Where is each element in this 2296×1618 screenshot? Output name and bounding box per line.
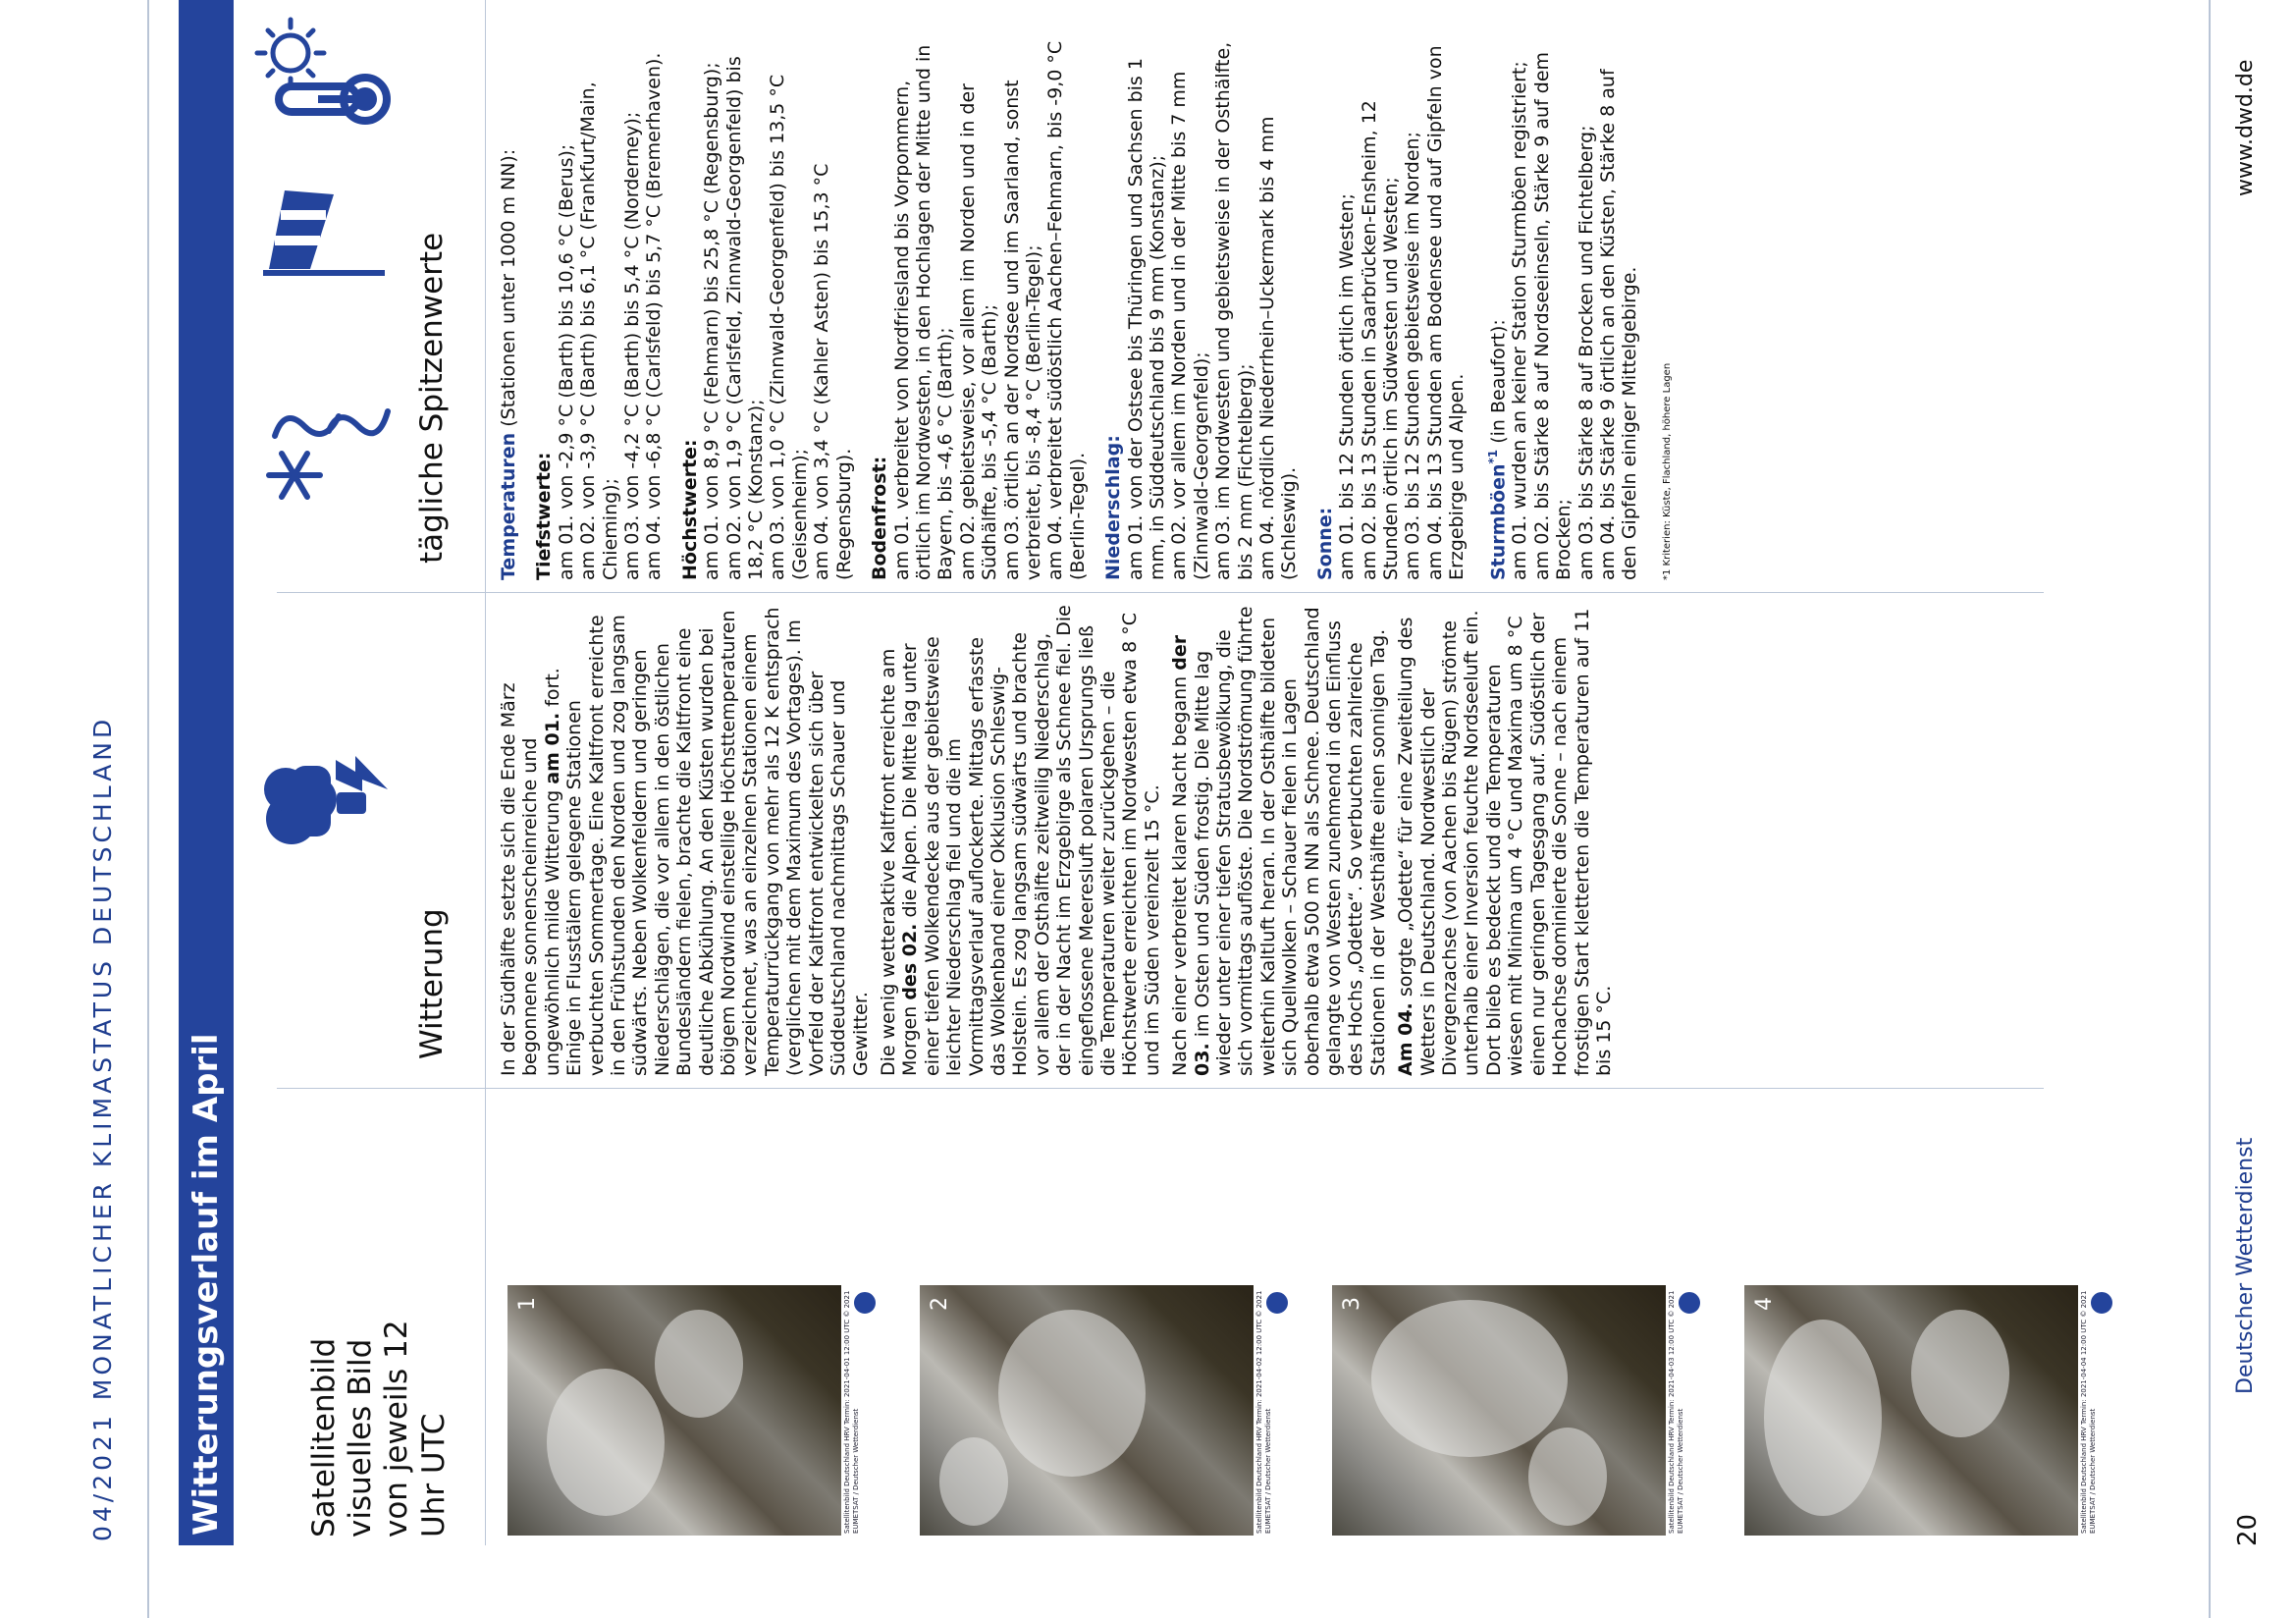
sun-heading: Sonne: [1313, 507, 1336, 580]
gust-line: am 04. bis Stärke 9 örtlich an den Küsten, Stärke 8 auf den Gipfeln einiger Mittelgebirge. [1597, 69, 1641, 580]
weather-column-heading: Witterung [414, 908, 450, 1059]
satellite-image-2: 2 Satellitenbild Deutschland HRV Termin: 2021-04-02 12:00 UTC © 2021 EUMETSAT / Deutscher Wetterdienst [920, 1285, 1293, 1536]
running-header: 04/2021 MONATLICHER KLIMASTATUS DEUTSCHLAND [88, 715, 117, 1541]
weather-paragraph-3: Nach einer verbreitet klaren Nacht begann der 03. im Osten und Süden frostig. Die Mitte lag wieder unter einer tiefen Stratusbewölkung, die sich vormittags auflöste. Die Nordströmung führte weiterhin Kaltluft heran. In der Osthälfte bildeten sich Quellwolken – Schauer fielen in Lagen oberhalb etwa 500 m NN als Schnee. Deutschland gelangte von Westen zunehmend in den Einfluss des Hochs „Odette“. So verbuchten zahlreiche Stationen in der Westhälfte einen sonnigen Tag. [1169, 606, 1389, 1076]
windsock-icon [255, 181, 393, 289]
gust-heading: Sturmböen$^{*1}$ (in Beaufort): [1485, 319, 1509, 580]
max-heading: Höchstwerte: [678, 439, 701, 580]
page-rule-right [2209, 0, 2211, 1618]
header-divider [485, 0, 486, 1545]
gust-line: am 01. wurden an keiner Station Sturmböen registriert; [1509, 61, 1531, 580]
satellite-caption: Satellitenbild Deutschland HRV Termin: 2021-04-02 12:00 UTC © 2021 EUMETSAT / Deutscher Wetterdienst [1254, 1285, 1293, 1536]
weather-narrative [498, 605, 1621, 1076]
satellite-caption: Satellitenbild Deutschland HRV Termin: 2021-04-03 12:00 UTC © 2021 EUMETSAT / Deutscher Wetterdienst [1666, 1285, 1705, 1536]
min-line: am 01. von -2,9 °C (Barth) bis 10,6 °C (Berus); [555, 143, 577, 580]
eumetsat-logo-icon [1263, 1289, 1291, 1317]
footnote: *1 Kriterien: Küste, Flachland, höhere Lagen [1661, 362, 1673, 580]
column-divider [277, 592, 2044, 593]
sun-line: am 04. bis 13 Stunden am Bodensee und auf Gipfeln von Erzgebirge und Alpen. [1423, 45, 1468, 580]
satellite-image-3: 3 Satellitenbild Deutschland HRV Termin: 2021-04-03 12:00 UTC © 2021 EUMETSAT / Deutscher Wetterdienst [1332, 1285, 1705, 1536]
min-line: am 02. von -3,9 °C (Barth) bis 6,1 °C (Frankfurt/Main, Chieming); [577, 81, 621, 580]
peaks-list [498, 30, 1679, 580]
precip-line: am 02. vor allem im Norden und in der Mitte bis 7 mm (Zinnwald-Georgenfeld); [1168, 71, 1212, 580]
sun-line: am 03. bis 12 Stunden gebietsweise im Norden; [1402, 132, 1424, 580]
sun-line: am 02. bis 13 Stunden in Saarbrücken-Ensheim, 12 Stunden örtlich im Südwesten und Westen; [1358, 100, 1403, 580]
frost-heading: Bodenfrost: [869, 456, 891, 580]
weather-paragraph-2: Die wenig wetteraktive Kaltfront erreichte am Morgen des 02. die Alpen. Die Mitte lag unter einer tiefen Wolkendecke aus der gebietsweise leichter Niederschlag fiel und die im Vormittagsverlauf auflockerte. Mittags erfasste das Wolkenband einer Okklusion Schleswig-Holstein. Es zog langsam südwärts und brachte vor allem der Osthälfte zeitweilig Niederschlag, der in der Nacht im Erzgebirge als Schnee fiel. Die eingeflossene Meeresluft polaren Ursprungs ließ die Temperaturen weiter zurückgehen – die Höchstwerte erreichten im Nordwesten etwa 8 °C und im Süden vereinzelt 15 °C. [877, 605, 1163, 1076]
temperatures-heading: Temperaturen (Stationen unter 1000 m NN): [498, 148, 519, 580]
frost-line: am 03. örtlich an der Nordsee und im Saarland, sonst verbreitet, bis -8,4 °C (Berlin-Tegel); [1000, 80, 1044, 580]
min-heading: Tiefstwerte: [533, 452, 556, 580]
sun-thermometer-icon [249, 14, 397, 132]
precip-heading: Niederschlag: [1102, 435, 1125, 580]
min-line: am 03. von -4,2 °C (Barth) bis 5,4 °C (Norderney); [621, 111, 644, 580]
snow-wind-icon [255, 397, 393, 505]
section-title: Witterungsverlauf im April [179, 0, 234, 1545]
gust-line: am 03. bis Stärke 8 auf Brocken und Fichtelberg; [1575, 125, 1597, 580]
weather-paragraph-1: In der Südhälfte setzte sich die Ende März begonnene sonnenscheinreiche und ungewöhnlich milde Witterung am 01. fort. Einige in Flusstälern gelegene Stationen verbuchten Sommertage. Eine Kaltfront erreichte in den Frühstunden den Norden und zog langsam südwärts. Neben Wolkenfeldern und geringen Niederschlägen, die vor allem in den östlichen Bundesländern fielen, brachte die Kaltfront eine deutliche Abkühlung. An den Küsten wurden bei böigem Nordwind einstellige Höchsttemperaturen verzeichnet, was an einzelnen Stationen einem Temperaturrückgang von mehr als 12 K entsprach (verglichen mit dem Maximum des Vortages). Im Vorfeld der Kaltfront entwickelten sich über Süddeutschland nachmittags Schauer und Gewitter. [498, 607, 872, 1076]
satellite-caption: Satellitenbild Deutschland HRV Termin: 2021-04-04 12:00 UTC © 2021 EUMETSAT / Deutscher Wetterdienst [2078, 1285, 2117, 1536]
satellite-image-1: 1 Satellitenbild Deutschland HRV Termin: 2021-04-01 12:00 UTC © 2021 EUMETSAT / Deutscher Wetterdienst [507, 1285, 881, 1536]
eumetsat-logo-icon [2088, 1289, 2115, 1317]
max-line: am 03. von 1,0 °C (Zinnwald-Georgenfeld) bis 13,5 °C (Geisenheim); [767, 74, 811, 580]
precip-line: am 01. von der Ostsee bis Thüringen und Sachsen bis 1 mm, in Süddeutschland bis 9 mm (Konstanz); [1124, 58, 1168, 580]
satellite-caption: Satellitenbild Deutschland HRV Termin: 2021-04-01 12:00 UTC © 2021 EUMETSAT / Deutscher Wetterdienst [841, 1285, 881, 1536]
precip-line: am 03. im Nordwesten und gebietsweise in der Osthälfte, bis 2 mm (Fichtelberg); [1212, 41, 1256, 580]
eumetsat-logo-icon [851, 1289, 879, 1317]
max-line: am 04. von 3,4 °C (Kahler Asten) bis 15,3 °C (Regensburg). [811, 163, 855, 580]
max-line: am 02. von 1,9 °C (Carlsfeld, Zinnwald-Georgenfeld) bis 18,2 °C (Konstanz); [722, 56, 768, 580]
eumetsat-logo-icon [1676, 1289, 1703, 1317]
gust-line: am 02. bis Stärke 8 auf Nordseeinseln, Stärke 9 auf dem Brocken; [1530, 51, 1575, 580]
frost-line: am 02. gebietsweise, vor allem im Norden und in der Südhälfte, bis -5,4 °C (Barth); [956, 83, 1001, 580]
sun-line: am 01. bis 12 Stunden örtlich im Westen; [1336, 192, 1359, 580]
frost-line: am 01. verbreitet von Nordfriesland bis Vorpommern, örtlich im Nordwesten, in den Hochlagen der Mitte und in Bayern, bis -4,6 °C (Barth); [890, 44, 957, 580]
precip-line: am 04. nördlich Niederrhein–Uckermark bis 4 mm (Schleswig). [1256, 116, 1301, 580]
satellite-image-4: 4 Satellitenbild Deutschland HRV Termin: 2021-04-04 12:00 UTC © 2021 EUMETSAT / Deutscher Wetterdienst [1744, 1285, 2117, 1536]
rotated-page-content [179, 0, 2152, 1545]
frost-line: am 04. verbreitet südöstlich Aachen–Fehmarn, bis -9,0 °C (Berlin-Tegel). [1044, 40, 1089, 580]
page-rule-left [147, 0, 149, 1618]
min-line: am 04. von -6,8 °C (Carlsfeld) bis 5,7 °C (Bremerhaven). [643, 52, 666, 580]
peaks-column-heading: tägliche Spitzenwerte [414, 232, 450, 564]
column-divider [277, 1088, 2044, 1089]
page-number: 20 [2233, 1513, 2263, 1546]
satellite-column-heading: Satellitenbild visuelles Bild von jeweils 12 Uhr UTC [306, 1320, 452, 1537]
max-line: am 01. von 8,9 °C (Fehmarn) bis 25,8 °C (Regensburg); [701, 62, 723, 580]
thunderstorm-cloud-icon [252, 740, 390, 858]
weather-paragraph-4: Am 04. sorgte „Odette“ für eine Zweiteilung des Wetters in Deutschland. Nordwestlich der Divergenzachse (von Aachen bis Rügen) strömte unterhalb einer Inversion feuchte Nordseeluft ein. Dort blieb es bedeckt und die Temperaturen wiesen mit Minima um 4 °C und Maxima um 8 °C einen nur geringen Tagesgang auf. Südöstlich der Hochachse dominierte die Sonne – nach einem frostigen Start kletterten die Temperaturen auf 11 bis 15 °C. [1395, 608, 1615, 1076]
footer-url: www.dwd.de [2233, 59, 2258, 196]
footer-organization: Deutscher Wetterdienst [2233, 1137, 2258, 1394]
